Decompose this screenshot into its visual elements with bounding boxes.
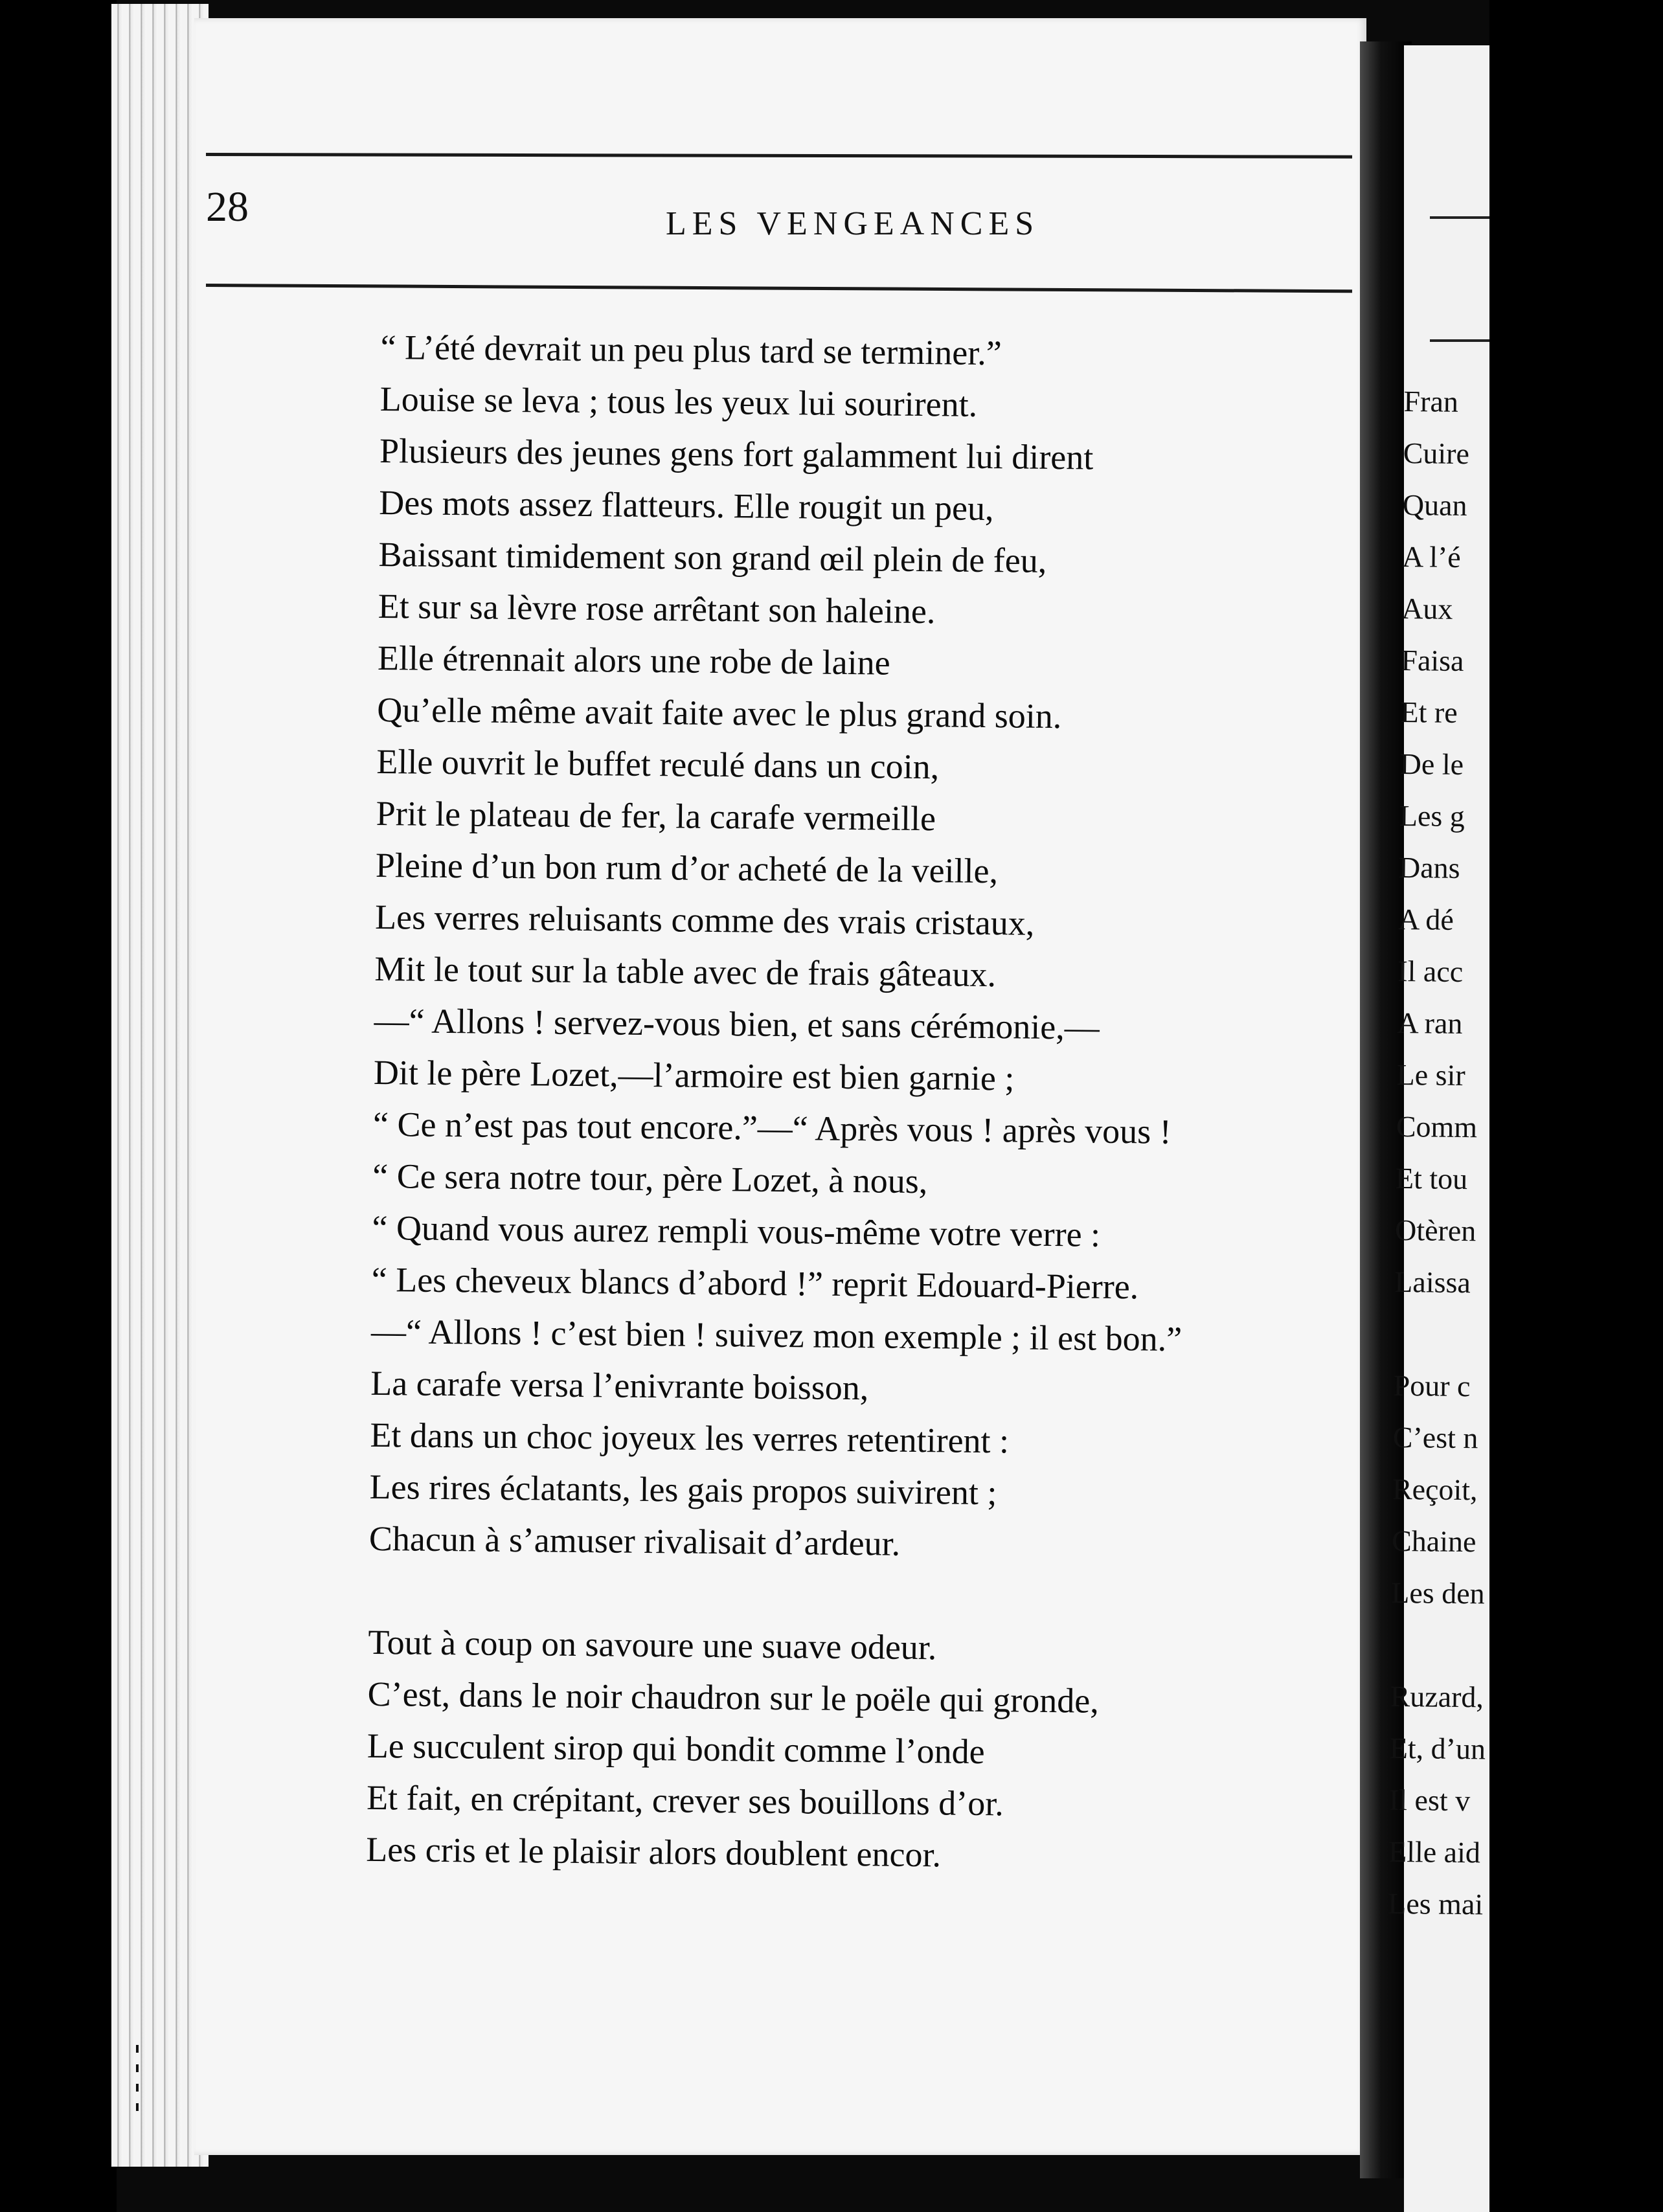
facing-page-rule [1430,339,1489,342]
poem-line: “ Ce n’est pas tout encore.”—“ Après vous ! après vous ! [372,1104,1171,1151]
facing-line: Et, d’un [1389,1731,1486,1766]
facing-line: Il acc [1397,954,1464,989]
poem-line: Tout à coup on savoure une suave odeur. [368,1622,937,1667]
facing-line: C’est n [1392,1420,1478,1455]
poem-line: Plusieurs des jeunes gens fort galamment lui dirent [379,431,1094,477]
poem-line: La carafe versa l’enivrante boisson, [370,1363,869,1408]
poem-line: Louise se leva ; tous les yeux lui sourirent. [379,379,978,424]
facing-line: Faisa [1401,643,1464,677]
poem-line: Baissant timidement son grand œil plein de feu, [378,534,1047,580]
facing-line: A dé [1397,902,1454,936]
facing-page-edge [1388,45,1489,2212]
facing-line: Quan [1402,488,1467,523]
running-head: LES VENGEANCES [666,205,1040,242]
poem-line: Le succulent sirop qui bondit comme l’onde [367,1726,985,1772]
facing-line: Laissa [1394,1265,1471,1300]
poem-line: —“ Allons ! servez-vous bien, et sans cérémonie,— [374,1000,1100,1047]
poem-line: Et sur sa lèvre rose arrêtant son haleine. [378,586,936,631]
poem-text [366,321,1359,1884]
poem-line: Et fait, en crépitant, crever ses bouillons d’or. [366,1778,1004,1823]
facing-line: Otèren [1394,1213,1476,1248]
poem-line: Pleine d’un bon rum d’or acheté de la veille, [375,845,999,891]
stanza-break [1394,1308,1653,1362]
poem-line: Les cris et le plaisir alors doublent encor. [366,1829,942,1875]
gutter-specks [135,2033,141,2163]
poem-line: Les verres reluisants comme des vrais cristaux, [374,897,1035,943]
poem-line: “ Quand vous aurez rempli vous-même votre verre : [372,1208,1101,1254]
poem-line: C’est, dans le noir chaudron sur le poële qui gronde, [367,1674,1100,1721]
poem-line: “ Les cheveux blancs d’abord !” reprit Edouard-Pierre. [371,1259,1139,1307]
facing-line: Fran [1403,384,1459,418]
facing-line: Dans [1398,850,1460,885]
facing-line: Cuire [1403,436,1470,471]
facing-line: Comm [1396,1109,1478,1144]
facing-line: Et re [1400,695,1458,729]
poem-line: Dit le père Lozet,—l’armoire est bien garnie ; [373,1052,1015,1098]
facing-line: Les mai [1388,1886,1484,1921]
facing-line: Chaine [1391,1524,1476,1559]
page-number: 28 [206,183,249,231]
poem-line: Et dans un choc joyeux les verres retentirent : [370,1415,1010,1461]
poem-line: Qu’elle même avait faite avec le plus grand soin. [376,690,1062,736]
facing-page-text [1388,376,1663,1932]
facing-line: A ran [1397,1006,1463,1041]
poem-line: Elle ouvrit le buffet reculé dans un coin, [376,741,940,787]
poem-line: “ L’été devrait un peu plus tard se terminer.” [380,327,1002,373]
facing-line: Pour c [1393,1368,1471,1403]
facing-page-rule [1430,216,1489,219]
poem-line: Des mots assez flatteurs. Elle rougit un peu, [379,482,994,528]
facing-line: Le sir [1396,1057,1465,1092]
poem-line: Mit le tout sur la table avec de frais gâteaux. [374,949,997,995]
poem-line: —“ Allons ! c’est bien ! suivez mon exemple ; il est bon.” [370,1311,1182,1359]
facing-line: Reçoit, [1392,1472,1478,1507]
poem-line: Les rires éclatants, les gais propos suivirent ; [369,1467,997,1513]
poem-line: Prit le plateau de fer, la carafe vermeille [376,793,936,839]
facing-line: Ruzard, [1390,1679,1484,1714]
left-dark-margin [0,0,117,2212]
facing-line: De le [1399,747,1464,781]
facing-line: Les g [1399,798,1465,833]
facing-line: Elle aid [1388,1834,1481,1869]
poem-line: Chacun à s’amuser rivalisait d’ardeur. [368,1518,901,1563]
poem-line: “ Ce sera notre tour, père Lozet, à nous, [372,1156,928,1201]
facing-line: Et tou [1395,1161,1468,1196]
facing-line: Les den [1391,1575,1485,1610]
facing-line: Il est v [1388,1783,1471,1818]
facing-line: Aux [1401,591,1453,626]
poem-line: Elle étrennait alors une robe de laine [377,638,890,683]
stanza-break [368,1564,1347,1625]
stanza-break [1390,1619,1650,1673]
facing-line: A l’é [1401,539,1462,574]
